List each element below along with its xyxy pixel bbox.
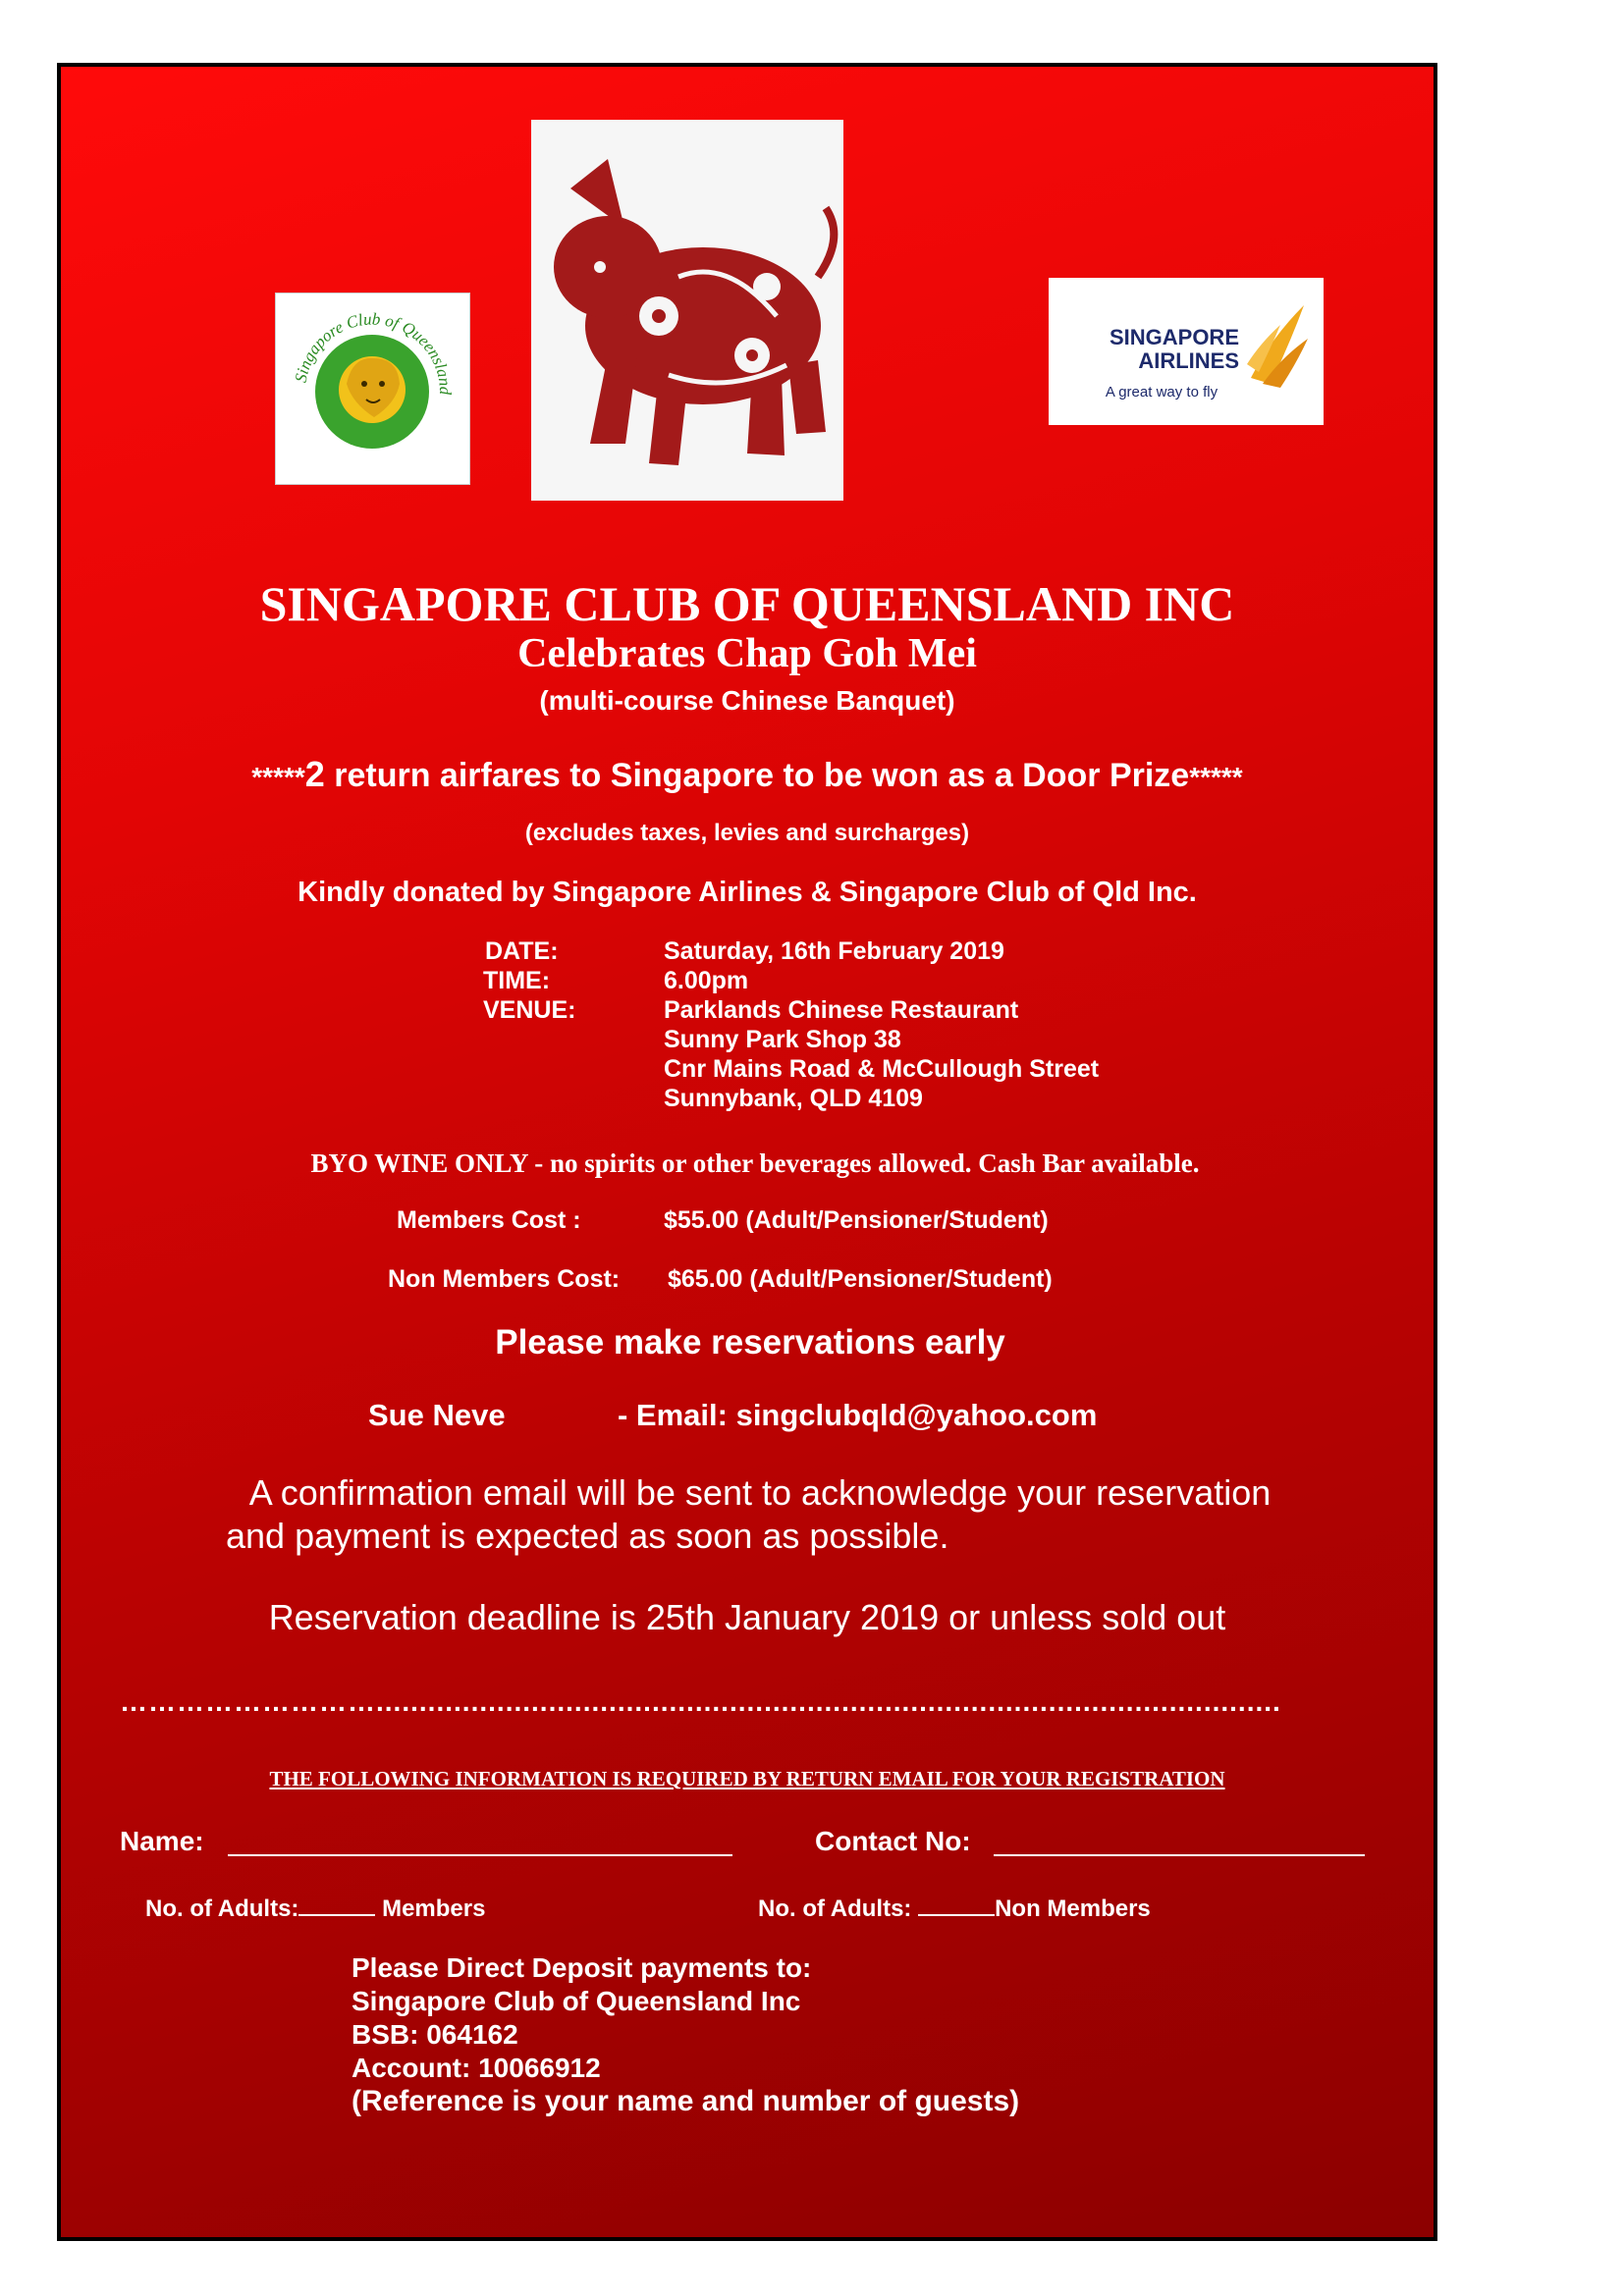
date-value: Saturday, 16th February 2019 (664, 937, 1004, 965)
adults-nonmembers-suffix: Non Members (995, 1896, 1151, 1922)
banquet-note: (multi-course Chinese Banquet) (539, 685, 955, 716)
stars-left: ***** (251, 762, 305, 792)
adults-nonmembers-row (758, 1893, 1151, 1923)
confirmation-line-2: and payment is expected as soon as possible. (226, 1516, 949, 1556)
adults-members-row (145, 1893, 485, 1923)
airline-logo (1049, 278, 1324, 425)
date-label: DATE: (485, 937, 559, 965)
members-cost-value: $55.00 (Adult/Pensioner/Student) (664, 1206, 1049, 1234)
airline-name-line1: SINGAPORE (1109, 325, 1239, 349)
venue-line-2: Sunny Park Shop 38 (664, 1026, 901, 1053)
page-title: SINGAPORE CLUB OF QUEENSLAND INC (259, 576, 1235, 631)
payment-reference: (Reference is your name and number of guests) (352, 2085, 1020, 2117)
prize-number: 2 (304, 754, 325, 794)
nonmembers-cost-label: Non Members Cost: (388, 1265, 621, 1293)
adults-members-suffix: Members (375, 1896, 486, 1922)
venue-line-1: Parklands Chinese Restaurant (664, 996, 1019, 1024)
airline-name-line2: AIRLINES (1138, 348, 1239, 373)
contact-no-field[interactable] (994, 1854, 1365, 1856)
papercut-pig-image (531, 120, 843, 501)
venue-label: VENUE: (483, 996, 576, 1024)
airline-tagline: A great way to fly (1105, 384, 1218, 400)
byo-notice: BYO WINE ONLY - no spirits or other beverages allowed. Cash Bar available. (310, 1148, 1200, 1178)
venue-line-3: Cnr Mains Road & McCullough Street (664, 1055, 1100, 1083)
registration-instruction: THE FOLLOWING INFORMATION IS REQUIRED BY RETURN EMAIL FOR YOUR REGISTRATION (269, 1767, 1225, 1790)
door-prize-line (61, 754, 1434, 795)
prize-text: return airfares to Singapore to be won as a Door Prize (324, 757, 1190, 794)
adults-nonmembers-field[interactable] (918, 1893, 995, 1916)
lion-emblem-icon (276, 294, 469, 484)
stars-right: ***** (1189, 762, 1243, 792)
confirmation-line-1: A confirmation email will be sent to acknowledge your reservation (248, 1472, 1272, 1513)
nonmembers-cost-value: $65.00 (Adult/Pensioner/Student) (668, 1265, 1053, 1293)
contact-no-label: Contact No: (815, 1826, 971, 1856)
adults-members-label: No. of Adults: (145, 1896, 299, 1922)
adults-members-field[interactable] (298, 1893, 375, 1916)
exclusions-note: (excludes taxes, levies and surcharges) (524, 820, 970, 846)
payment-bsb: BSB: 064162 (352, 2019, 518, 2050)
payment-line-2: Singapore Club of Queensland Inc (352, 1986, 801, 2016)
time-label: TIME: (483, 967, 551, 994)
venue-line-4: Sunnybank, QLD 4109 (664, 1085, 923, 1112)
name-label: Name: (120, 1826, 204, 1856)
contact-name: Sue Neve (368, 1398, 506, 1432)
members-cost-label: Members Cost : (397, 1206, 581, 1234)
dotted-divider: ………………………......................................................................................................... (120, 1686, 1281, 1717)
payment-account: Account: 10066912 (352, 2053, 601, 2083)
deadline-notice: Reservation deadline is 25th January 2019 or unless sold out (268, 1597, 1226, 1637)
donors-line: Kindly donated by Singapore Airlines & Singapore Club of Qld Inc. (298, 877, 1197, 908)
payment-block (352, 1951, 1019, 2118)
contact-email: - Email: singclubqld@yahoo.com (618, 1398, 1098, 1432)
adults-nonmembers-label: No. of Adults: (758, 1896, 919, 1922)
club-logo (275, 293, 470, 485)
time-value: 6.00pm (664, 967, 749, 994)
page-subtitle: Celebrates Chap Goh Mei (517, 631, 977, 676)
payment-line-1: Please Direct Deposit payments to: (352, 1952, 812, 1983)
bird-icon (1241, 299, 1312, 390)
reservations-heading: Please make reservations early (495, 1323, 1005, 1362)
pig-icon (531, 120, 843, 501)
club-ring-text: Singapore Club of Queensland (291, 309, 456, 396)
flyer (57, 63, 1437, 2241)
name-field[interactable] (228, 1854, 732, 1856)
